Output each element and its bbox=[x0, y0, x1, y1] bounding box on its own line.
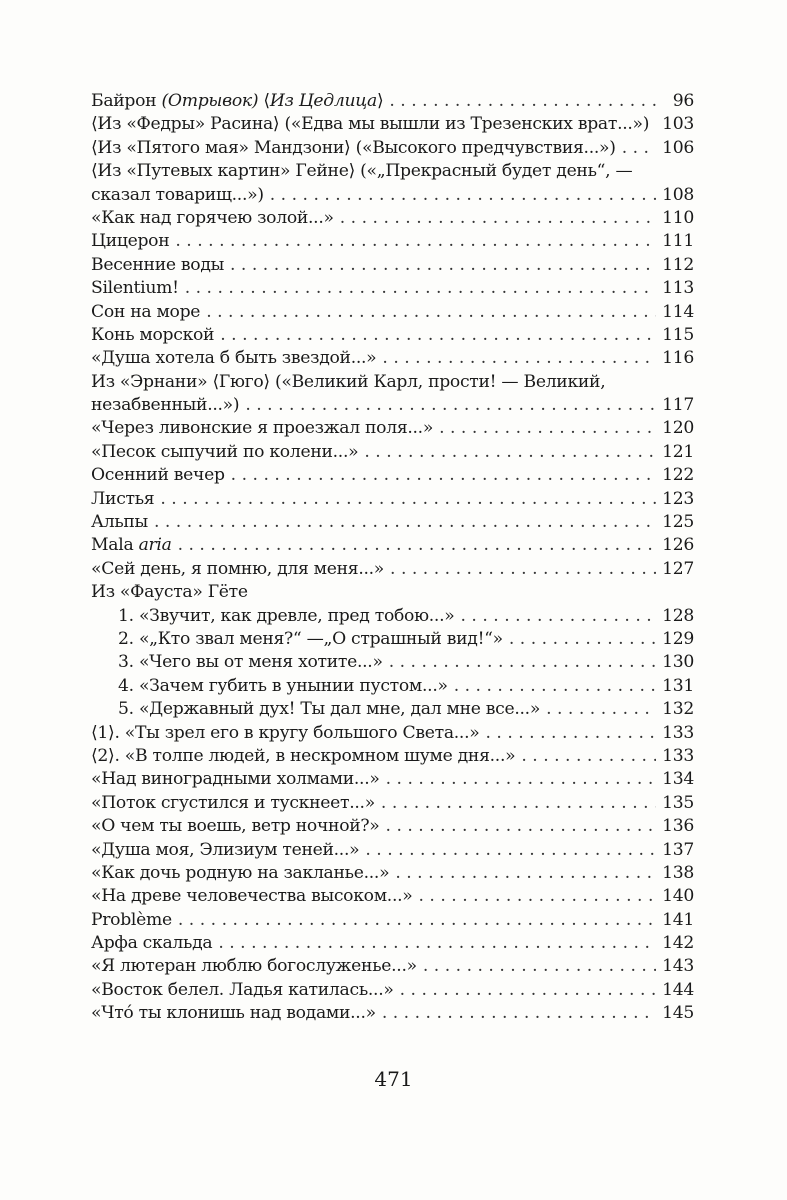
toc-entry[interactable] bbox=[91, 324, 694, 347]
toc-title-segment: 3. «Чего вы от меня хотите...» bbox=[118, 652, 383, 673]
toc-page-number: 128 bbox=[662, 605, 694, 626]
toc-page-number: 131 bbox=[662, 675, 694, 696]
dot-leader bbox=[175, 230, 656, 253]
toc-page-number: 114 bbox=[662, 301, 694, 322]
toc-entry-title bbox=[91, 137, 616, 160]
toc-title-segment: «Я лютеран люблю богослуженье...» bbox=[91, 956, 417, 977]
toc-page-number: 141 bbox=[662, 909, 694, 930]
dot-leader bbox=[364, 441, 656, 464]
toc-title-segment: «На древе человечества высоком...» bbox=[91, 886, 413, 907]
toc-title-segment: Весенние воды bbox=[91, 254, 224, 275]
toc-entry[interactable] bbox=[91, 90, 694, 113]
toc-entry-title bbox=[91, 347, 376, 370]
toc-entry[interactable] bbox=[91, 839, 694, 862]
toc-title-segment: Problème bbox=[91, 909, 172, 930]
toc-entry[interactable] bbox=[91, 347, 694, 370]
dot-leader bbox=[521, 745, 656, 768]
toc-title-segment: ⟩ bbox=[376, 91, 384, 111]
dot-leader bbox=[454, 675, 656, 698]
toc-page-number: 129 bbox=[662, 628, 694, 649]
toc-entry[interactable] bbox=[91, 722, 694, 745]
toc-title-segment: Silentium! bbox=[91, 278, 179, 299]
toc-entry-title bbox=[91, 955, 417, 978]
toc-entry-title bbox=[118, 651, 383, 674]
dot-leader bbox=[245, 394, 656, 417]
toc-entry-title bbox=[91, 464, 225, 487]
toc-entry[interactable] bbox=[91, 768, 694, 791]
toc-entry[interactable] bbox=[91, 955, 694, 978]
toc-entry[interactable] bbox=[91, 698, 694, 721]
toc-title-segment: Из Цедлица bbox=[269, 91, 377, 111]
toc-title-segment: «Что́ ты клонишь над водами...» bbox=[91, 1003, 376, 1024]
toc-entry[interactable] bbox=[91, 441, 694, 464]
toc-entry[interactable] bbox=[91, 909, 694, 932]
toc-title-segment: Цицерон bbox=[91, 231, 170, 252]
toc-title-segment: «Над виноградными холмами...» bbox=[91, 769, 380, 790]
toc-page-number: 130 bbox=[662, 652, 694, 673]
toc-page-number: 116 bbox=[662, 348, 694, 369]
table-of-contents bbox=[91, 90, 694, 1026]
toc-entry-title bbox=[91, 394, 239, 417]
dot-leader bbox=[178, 534, 657, 557]
toc-entry-title bbox=[91, 254, 224, 277]
toc-title-segment: «Душа моя, Элизиум теней...» bbox=[91, 839, 360, 860]
toc-entry-title bbox=[91, 558, 384, 581]
toc-page-number: 143 bbox=[662, 956, 694, 977]
dot-leader bbox=[231, 464, 656, 487]
toc-title-segment: «Восток белел. Ладья катилась...» bbox=[91, 979, 394, 1000]
toc-page-number: 115 bbox=[662, 324, 694, 345]
toc-entry-title bbox=[91, 488, 154, 511]
toc-section-heading bbox=[91, 581, 694, 604]
toc-entry[interactable] bbox=[91, 979, 694, 1002]
toc-entry-title bbox=[91, 184, 264, 207]
toc-page-number: 140 bbox=[662, 886, 694, 907]
toc-page-number: 133 bbox=[662, 722, 694, 743]
toc-title-segment: «Через ливонские я проезжал поля...» bbox=[91, 418, 434, 439]
toc-title-segment: Байрон bbox=[91, 91, 162, 111]
toc-entry-title bbox=[91, 277, 179, 300]
toc-entry[interactable] bbox=[91, 605, 694, 628]
toc-entry-title bbox=[91, 511, 148, 534]
toc-entry-title bbox=[91, 722, 479, 745]
dot-leader bbox=[655, 113, 656, 136]
toc-entry[interactable] bbox=[91, 862, 694, 885]
dot-leader bbox=[154, 511, 656, 534]
toc-entry[interactable] bbox=[91, 113, 694, 136]
toc-entry-title bbox=[91, 534, 172, 557]
toc-entry-title-line1: Из «Эрнани» ⟨Гюго⟩ («Великий Карл, прости! — Великий, bbox=[91, 371, 606, 392]
toc-title-segment: сказал товарищ...») bbox=[91, 184, 264, 205]
toc-page-number: 125 bbox=[662, 512, 694, 533]
toc-entry-title bbox=[91, 207, 334, 230]
toc-title-segment: Конь морской bbox=[91, 324, 215, 345]
dot-leader bbox=[382, 1002, 656, 1025]
toc-title-segment: ⟨1⟩. «Ты зрел его в кругу большого Света...» bbox=[91, 722, 480, 743]
toc-page-number: 137 bbox=[662, 839, 694, 860]
toc-heading-text: Из «Фауста» Гёте bbox=[91, 582, 248, 603]
toc-entry[interactable] bbox=[91, 464, 694, 487]
toc-page-number: 121 bbox=[662, 441, 694, 462]
toc-entry[interactable] bbox=[91, 230, 694, 253]
toc-page-number: 110 bbox=[662, 207, 694, 228]
toc-title-segment: (Отрывок) bbox=[161, 91, 259, 111]
dot-leader bbox=[509, 628, 656, 651]
toc-title-segment: 1. «Звучит, как древле, пред тобою...» bbox=[118, 605, 455, 626]
dot-leader bbox=[395, 862, 656, 885]
toc-title-segment: Альпы bbox=[91, 512, 148, 533]
dot-leader bbox=[460, 605, 656, 628]
toc-entry[interactable] bbox=[91, 885, 694, 908]
toc-entry-title bbox=[118, 628, 503, 651]
toc-page-number: 112 bbox=[662, 254, 694, 275]
toc-page-number: 96 bbox=[672, 91, 694, 111]
toc-title-segment: «Песок сыпучий по колени...» bbox=[91, 441, 359, 462]
toc-entry[interactable] bbox=[91, 675, 694, 698]
dot-leader bbox=[386, 768, 656, 791]
toc-page-number: 134 bbox=[662, 769, 694, 790]
dot-leader bbox=[270, 184, 656, 207]
toc-page-number: 126 bbox=[662, 535, 694, 556]
toc-page-number: 117 bbox=[662, 395, 694, 416]
dot-leader bbox=[386, 815, 657, 838]
toc-entry-title bbox=[91, 862, 389, 885]
toc-page-number: 122 bbox=[662, 465, 694, 486]
toc-entry[interactable] bbox=[91, 815, 694, 838]
toc-title-segment: Листья bbox=[91, 488, 155, 509]
toc-entry[interactable] bbox=[91, 745, 694, 768]
toc-entry-title bbox=[91, 885, 412, 908]
page-number: 471 bbox=[374, 1067, 413, 1091]
toc-entry-title bbox=[91, 745, 515, 768]
toc-entry-title bbox=[118, 605, 454, 628]
toc-page-number: 142 bbox=[662, 933, 694, 954]
toc-entry-title bbox=[91, 909, 172, 932]
toc-title-segment: ⟨Из «Пятого мая» Мандзони⟩ («Высокого предчувствия...») bbox=[91, 137, 616, 158]
dot-leader bbox=[485, 722, 656, 745]
toc-entry-title bbox=[91, 441, 358, 464]
toc-entry[interactable] bbox=[91, 534, 694, 557]
dot-leader bbox=[218, 932, 656, 955]
toc-page-number: 123 bbox=[662, 488, 694, 509]
toc-entry[interactable] bbox=[91, 417, 694, 440]
dot-leader bbox=[381, 792, 656, 815]
toc-entry-title bbox=[91, 792, 375, 815]
toc-entry[interactable] bbox=[91, 932, 694, 955]
toc-entry-title bbox=[91, 1002, 376, 1025]
toc-title-segment: aria bbox=[138, 535, 172, 556]
toc-page-number: 135 bbox=[662, 792, 694, 813]
toc-entry[interactable] bbox=[91, 207, 694, 230]
toc-entry-title bbox=[91, 839, 359, 862]
toc-entry[interactable] bbox=[91, 558, 694, 581]
dot-leader bbox=[365, 839, 656, 862]
dot-leader bbox=[382, 347, 656, 370]
toc-page-number: 127 bbox=[662, 558, 694, 579]
dot-leader bbox=[220, 324, 656, 347]
toc-title-segment: 5. «Державный дух! Ты дал мне, дал мне все...» bbox=[118, 699, 541, 720]
toc-entry-title bbox=[91, 932, 212, 955]
toc-entry-title bbox=[91, 324, 214, 347]
toc-title-segment: «Как над горячею золой...» bbox=[91, 207, 334, 228]
toc-entry-title bbox=[91, 301, 200, 324]
toc-entry-title bbox=[91, 979, 394, 1002]
toc-title-segment: «О чем ты воешь, ветр ночной?» bbox=[91, 816, 380, 837]
toc-entry-title bbox=[91, 815, 380, 838]
toc-entry-title bbox=[91, 113, 649, 136]
toc-entry[interactable] bbox=[91, 511, 694, 534]
toc-title-segment: ⟨2⟩. «В толпе людей, в нескромном шуме дня...» bbox=[91, 745, 516, 766]
toc-title-segment: незабвенный...») bbox=[91, 395, 240, 416]
dot-leader bbox=[400, 979, 657, 1002]
dot-leader bbox=[546, 698, 656, 721]
dot-leader bbox=[439, 417, 656, 440]
toc-page-number: 106 bbox=[662, 137, 694, 158]
toc-entry[interactable] bbox=[91, 371, 694, 418]
toc-title-segment: «Как дочь родную на закланье...» bbox=[91, 862, 390, 883]
toc-entry-title bbox=[91, 417, 433, 440]
toc-entry[interactable] bbox=[91, 488, 694, 511]
dot-leader bbox=[390, 558, 656, 581]
toc-entry-title bbox=[91, 230, 169, 253]
toc-entry[interactable] bbox=[91, 1002, 694, 1025]
dot-leader bbox=[160, 488, 656, 511]
toc-entry-title bbox=[118, 675, 448, 698]
toc-title-segment: «Поток сгустился и тускнеет...» bbox=[91, 792, 375, 813]
dot-leader bbox=[423, 955, 656, 978]
toc-page-number: 138 bbox=[662, 862, 694, 883]
toc-title-segment: ⟨ bbox=[258, 91, 270, 111]
toc-entry[interactable] bbox=[91, 792, 694, 815]
dot-leader bbox=[389, 90, 658, 113]
toc-entry[interactable] bbox=[91, 137, 694, 160]
toc-title-segment: Осенний вечер bbox=[91, 465, 225, 486]
toc-title-segment: Mala bbox=[91, 535, 139, 556]
dot-leader bbox=[418, 885, 656, 908]
toc-title-segment: Сон на море bbox=[91, 301, 201, 322]
toc-entry[interactable] bbox=[91, 301, 694, 324]
toc-title-segment: «Душа хотела б быть звездой...» bbox=[91, 348, 377, 369]
toc-page-number: 120 bbox=[662, 418, 694, 439]
toc-title-segment: 4. «Зачем губить в унынии пустом...» bbox=[118, 675, 448, 696]
toc-entry-title bbox=[91, 90, 383, 113]
dot-leader bbox=[340, 207, 656, 230]
dot-leader bbox=[185, 277, 656, 300]
dot-leader bbox=[389, 651, 656, 674]
toc-page-number: 145 bbox=[662, 1003, 694, 1024]
toc-page-number: 136 bbox=[662, 816, 694, 837]
toc-title-segment: Арфа скальда bbox=[91, 933, 213, 954]
toc-page-number: 108 bbox=[662, 184, 694, 205]
dot-leader bbox=[230, 254, 656, 277]
toc-entry[interactable] bbox=[91, 277, 694, 300]
toc-page-number: 144 bbox=[662, 979, 694, 1000]
toc-title-segment: 2. «„Кто звал меня?“ —„О страшный вид!“» bbox=[118, 628, 503, 649]
toc-page-number: 103 bbox=[662, 114, 694, 135]
toc-entry[interactable] bbox=[91, 254, 694, 277]
dot-leader bbox=[178, 909, 656, 932]
toc-page-number: 113 bbox=[662, 278, 694, 299]
toc-page-number: 132 bbox=[662, 699, 694, 720]
toc-entry[interactable] bbox=[91, 160, 694, 207]
toc-entry-title-line1: ⟨Из «Путевых картин» Гейне⟩ («„Прекрасный будет день“, — bbox=[91, 161, 633, 182]
toc-page-number: 133 bbox=[662, 745, 694, 766]
toc-title-segment: ⟨Из «Федры» Расина⟩ («Едва мы вышли из Трезенских врат...») bbox=[91, 114, 650, 135]
dot-leader bbox=[622, 137, 656, 160]
toc-page-number: 111 bbox=[662, 231, 694, 252]
toc-entry[interactable] bbox=[91, 651, 694, 674]
toc-title-segment: «Сей день, я помню, для меня...» bbox=[91, 558, 385, 579]
toc-entry[interactable] bbox=[91, 628, 694, 651]
dot-leader bbox=[206, 301, 656, 324]
toc-entry-title bbox=[91, 768, 380, 791]
toc-entry-title bbox=[118, 698, 540, 721]
